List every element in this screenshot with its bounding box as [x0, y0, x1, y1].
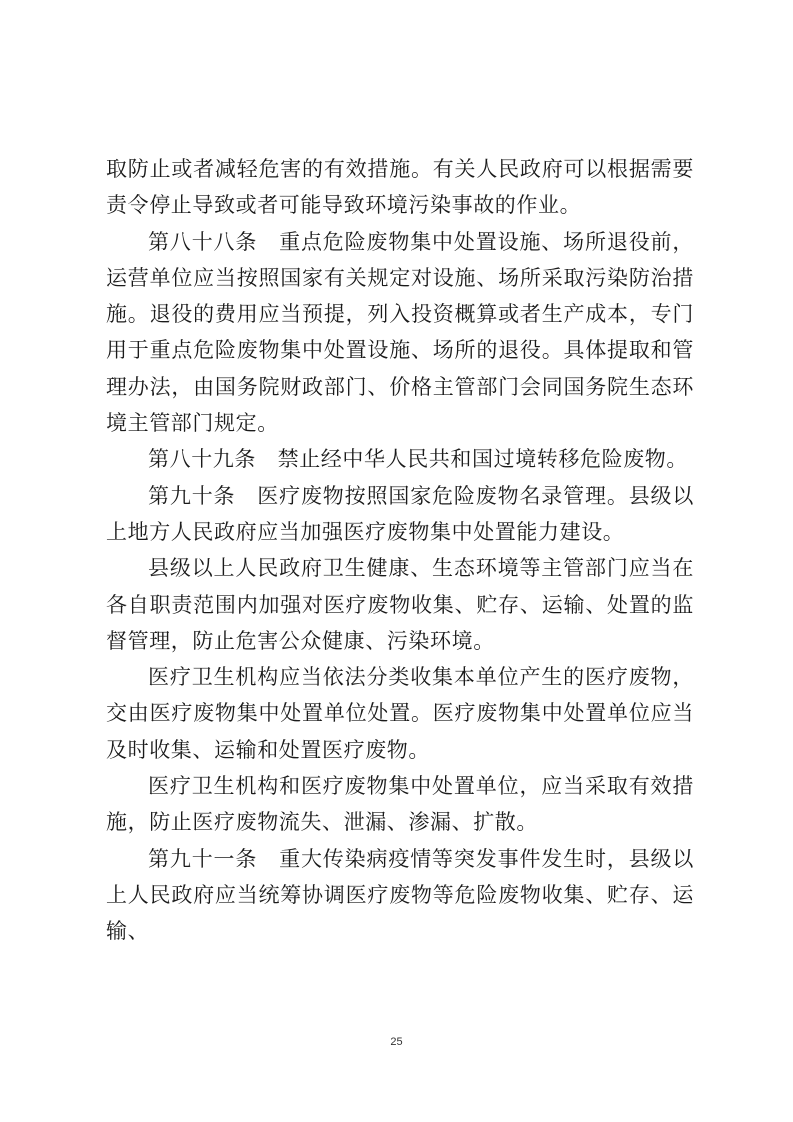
- page-number: 25: [390, 1036, 403, 1048]
- paragraph-article-91: 第九十一条 重大传染病疫情等突发事件发生时，县级以上人民政府应当统筹协调医疗废物等危险废物收集、贮存、运输、: [106, 846, 694, 944]
- paragraph-article-88: 第八十八条 重点危险废物集中处置设施、场所退役前，运营单位应当按照国家有关规定对设施、场所采取污染防治措施。退役的费用应当预提，列入投资概算或者生产成本，专门用于重点危险废物集中处置设施、场所的退役。具体提取和管理办法，由国务院财政部门、价格主管部门会同国务院生态环境主管部门规定。: [106, 229, 694, 436]
- paragraph-article-90-clause-4: 医疗卫生机构和医疗废物集中处置单位，应当采取有效措施，防止医疗废物流失、泄漏、渗漏、扩散。: [106, 774, 694, 835]
- paragraph-article-90: 第九十条 医疗废物按照国家危险废物名录管理。县级以上地方人民政府应当加强医疗废物集中处置能力建设。: [106, 483, 694, 544]
- paragraph-continued: 取防止或者减轻危害的有效措施。有关人民政府可以根据需要责令停止导致或者可能导致环境污染事故的作业。: [106, 157, 694, 218]
- document-body: [106, 151, 694, 950]
- paragraph-article-89: 第八十九条 禁止经中华人民共和国过境转移危险废物。: [148, 447, 688, 472]
- paragraph-article-90-clause-2: 县级以上人民政府卫生健康、生态环境等主管部门应当在各自职责范围内加强对医疗废物收集、贮存、运输、处置的监督管理，防止危害公众健康、污染环境。: [106, 556, 694, 653]
- paragraph-article-90-clause-3: 医疗卫生机构应当依法分类收集本单位产生的医疗废物，交由医疗废物集中处置单位处置。医疗废物集中处置单位应当及时收集、运输和处置医疗废物。: [106, 665, 694, 762]
